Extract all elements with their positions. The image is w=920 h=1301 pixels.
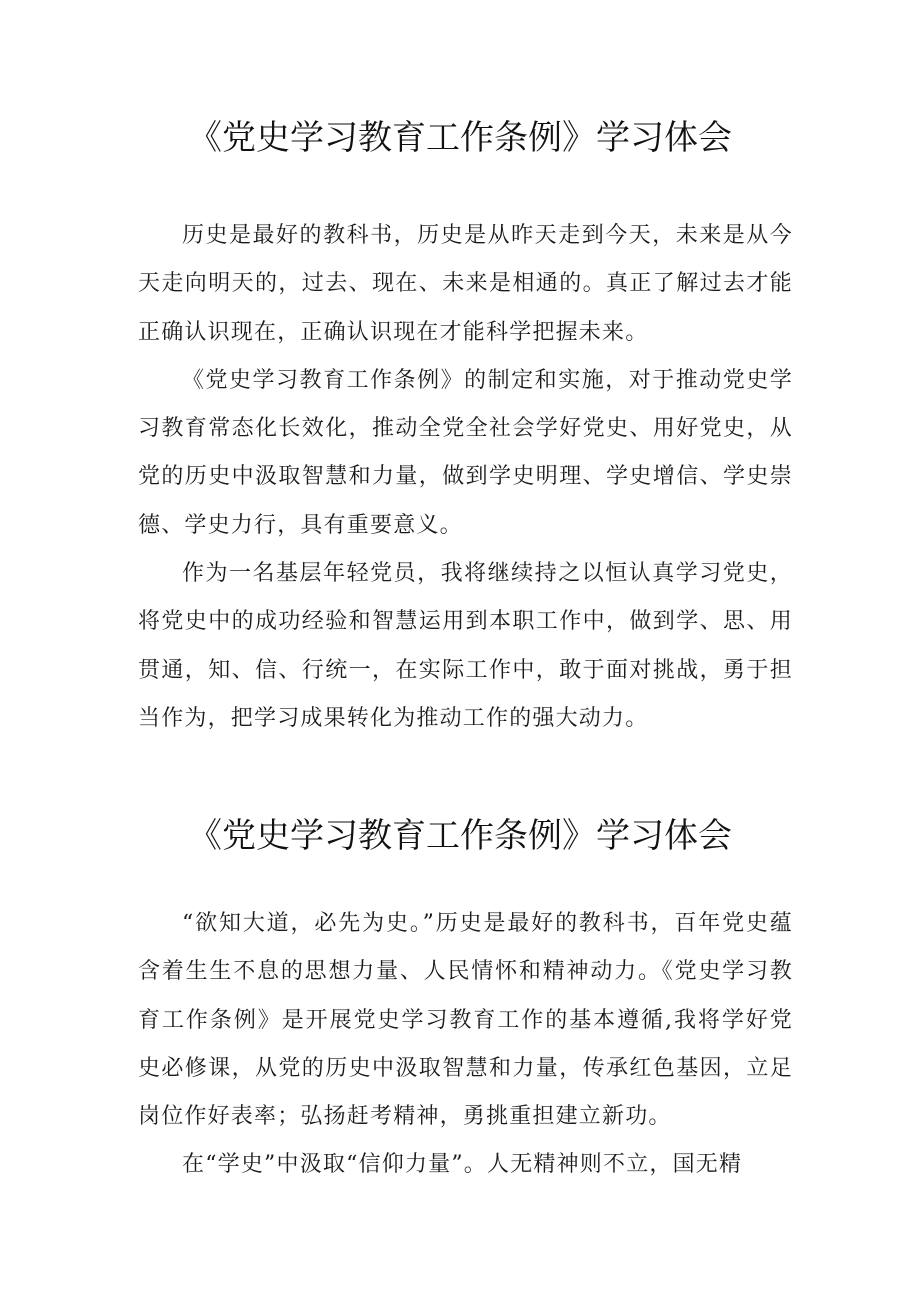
- article-2-paragraph-2: 在“学史”中汲取“信仰力量”。人无精神则不立，国无精: [182, 1152, 743, 1178]
- article-1-body: [138, 212, 793, 743]
- article-1-title: 《党史学习教育工作条例》学习体会: [188, 118, 732, 158]
- article-2-title: 《党史学习教育工作条例》学习体会: [188, 816, 732, 856]
- article-1-paragraph-2: 《党史学习教育工作条例》的制定和实施，对于推动党史学习教育常态化长效化，推动全党全社会学好党史、用好党史，从党的历史中汲取智慧和力量，做到学史明理、学史增信、学史崇德、学史力行，具有重要意义。: [138, 367, 793, 538]
- article-2-body: [138, 900, 793, 1190]
- article-2-paragraph-1: “欲知大道，必先为史。”历史是最好的教科书，百年党史蕴含着生生不息的思想力量、人民情怀和精神动力。《党史学习教育工作条例》是开展党史学习教育工作的基本遵循,我将学好党史必修课，从党的历史中汲取智慧和力量，传承红色基因，立足岗位作好表率；弘扬赶考精神，勇挑重担建立新功。: [138, 911, 793, 1130]
- article-1-paragraph-1: 历史是最好的教科书，历史是从昨天走到今天，未来是从今天走向明天的，过去、现在、未来是相通的。真正了解过去才能正确认识现在，正确认识现在才能科学把握未来。: [138, 223, 793, 345]
- article-1-paragraph-3: 作为一名基层年轻党员，我将继续持之以恒认真学习党史，将党史中的成功经验和智慧运用到本职工作中，做到学、思、用贯通，知、信、行统一，在实际工作中，敢于面对挑战，勇于担当作为，把学习成果转化为推动工作的强大动力。: [138, 561, 793, 731]
